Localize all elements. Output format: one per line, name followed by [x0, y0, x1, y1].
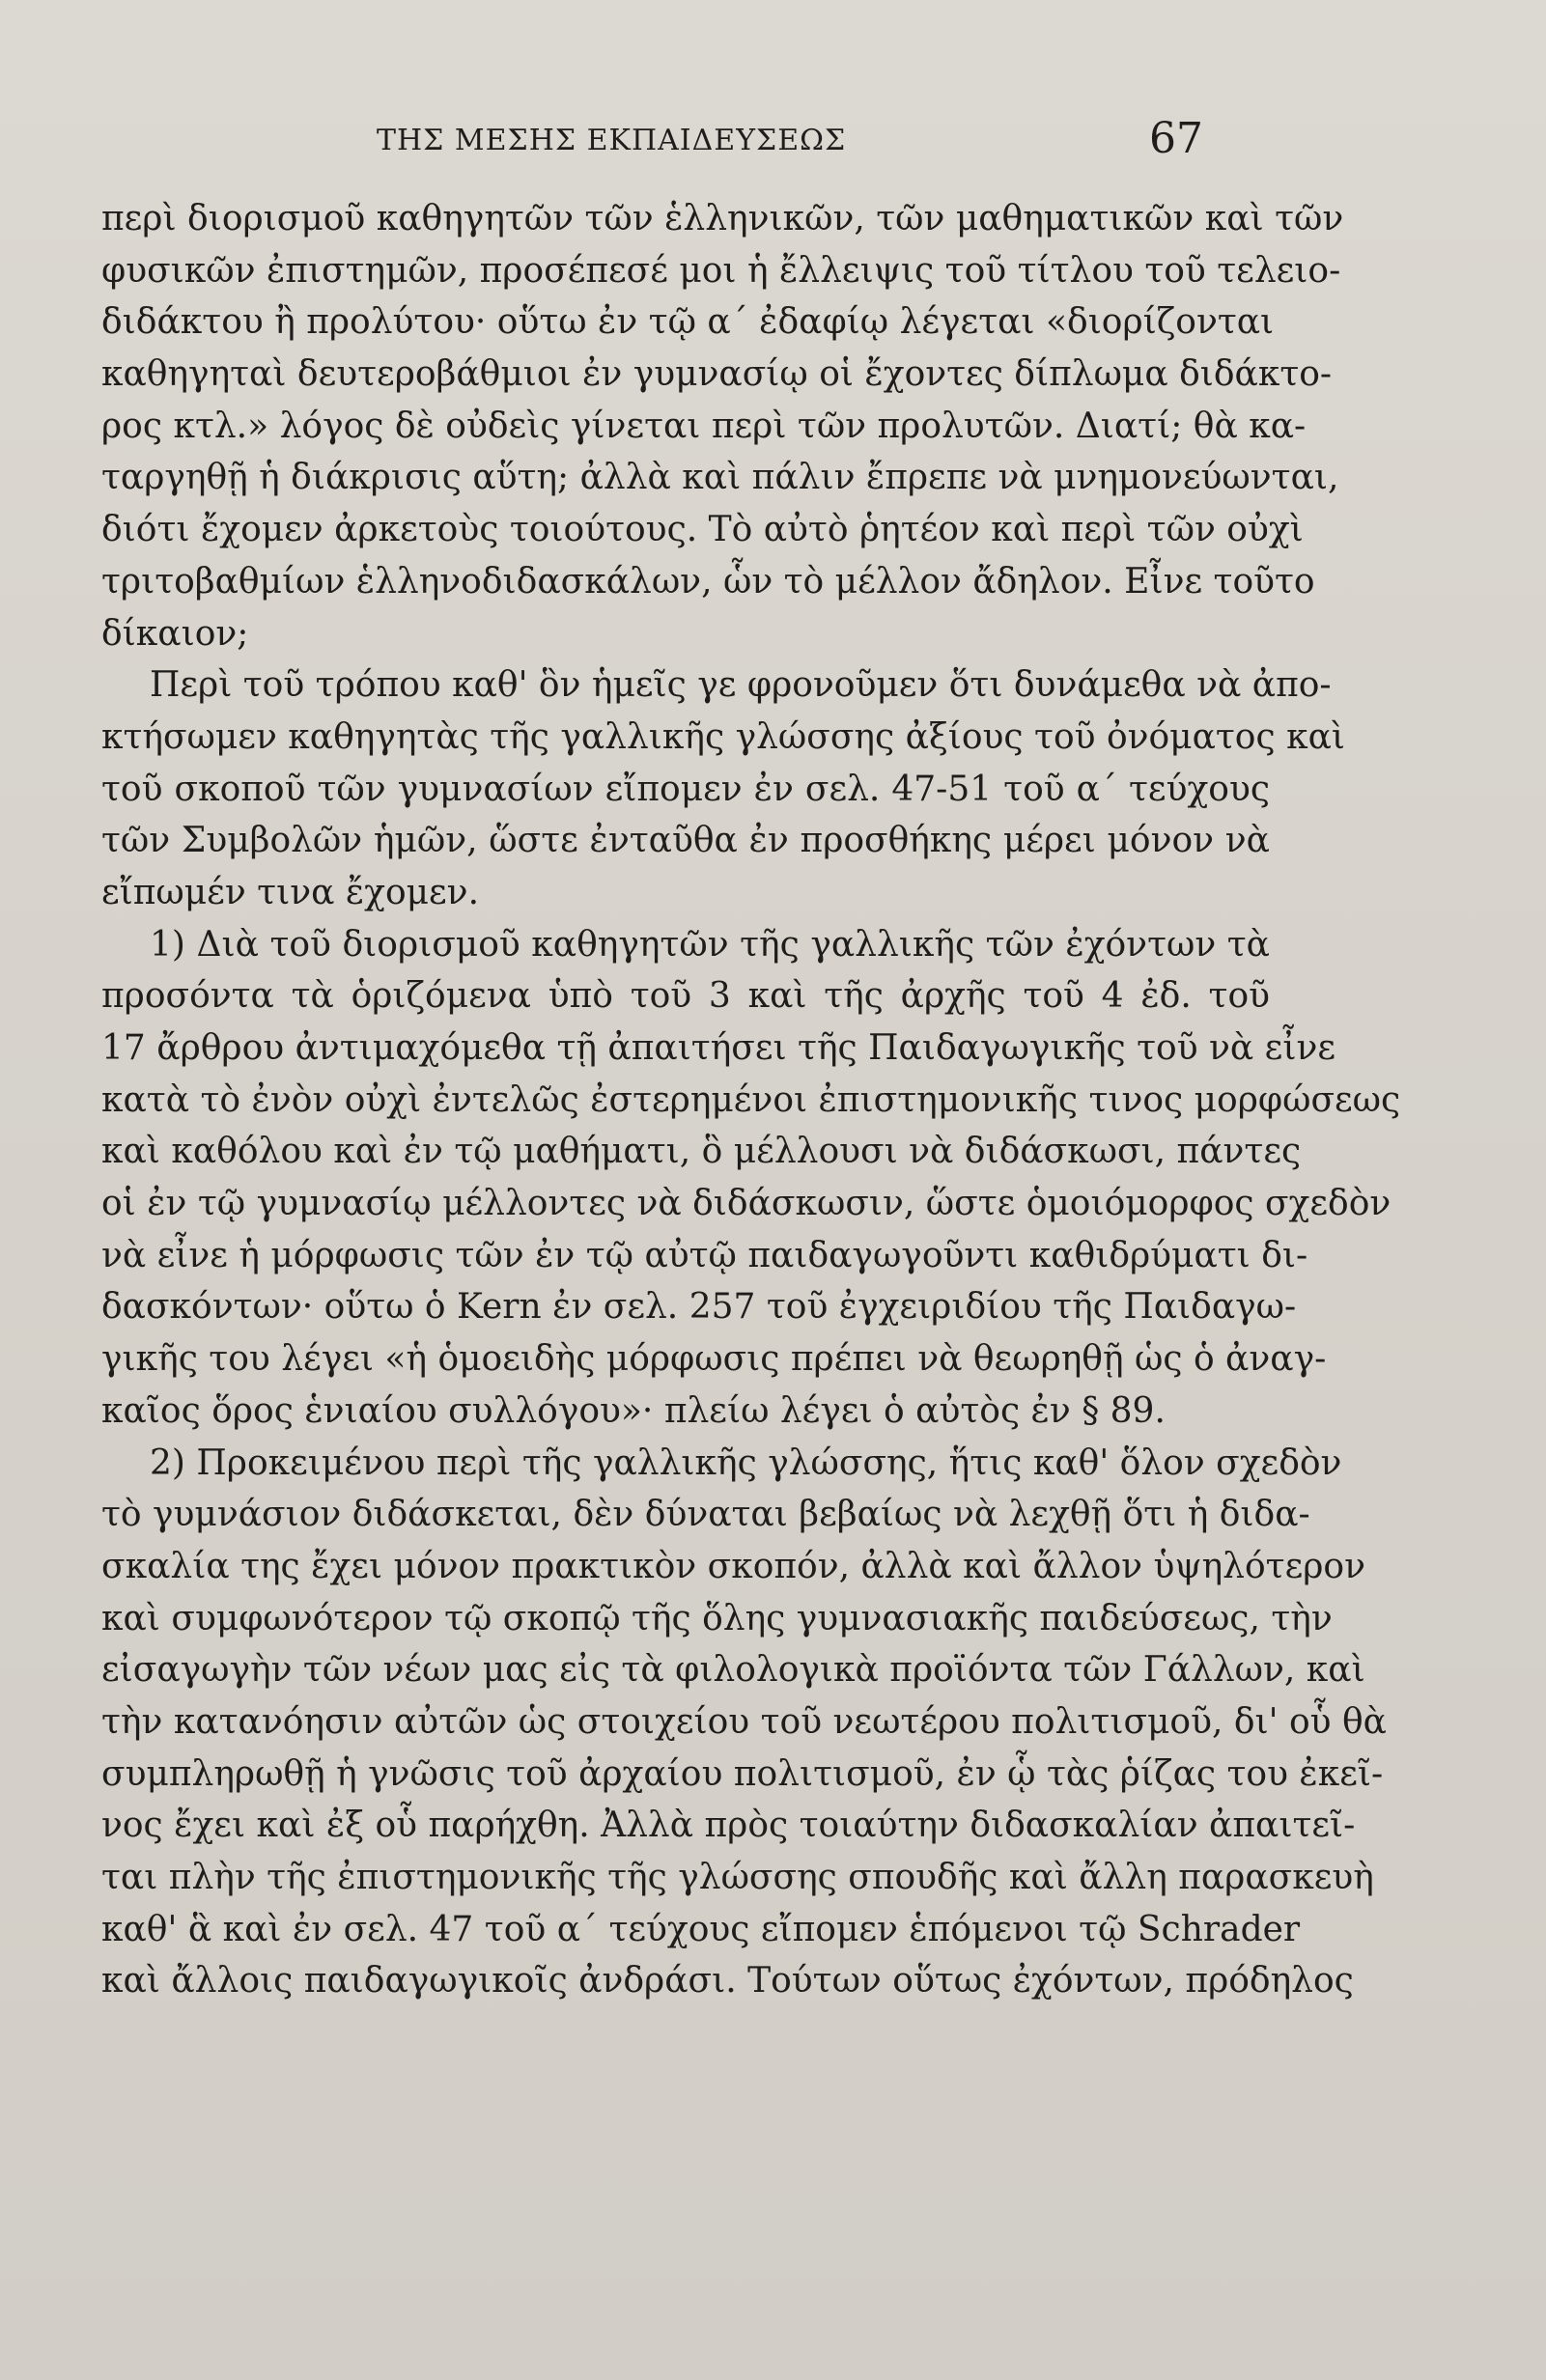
text-line: καθ' ἃ καὶ ἐν σελ. 47 τοῦ α΄ τεύχους εἴπομεν ἑπόμενοι τῷ Schrader	[101, 1909, 1301, 1949]
text-line: 2) Προκειμένου περὶ τῆς γαλλικῆς γλώσσης, ἥτις καθ' ὅλον σχεδὸν	[150, 1442, 1342, 1483]
text-line: καὶ ἄλλοις παιδαγωγικοῖς ἀνδράσι. Τούτων οὕτως ἐχόντων, πρόδηλος	[101, 1961, 1354, 2002]
text-line: συμπληρωθῇ ἡ γνῶσις τοῦ ἀρχαίου πολιτισμοῦ, ἐν ᾧ τὰς ῥίζας του ἐκεῖ-	[101, 1753, 1384, 1794]
text-line: δίκαιον;	[101, 613, 249, 654]
text-line: ται πλὴν τῆς ἐπιστημονικῆς τῆς γλώσσης σπουδῆς καὶ ἄλλη παρασκευὴ	[101, 1858, 1374, 1897]
text-line: νὰ εἶνε ἡ μόρφωσις τῶν ἐν τῷ αὐτῷ παιδαγωγοῦντι καθιδρύματι δι-	[101, 1235, 1308, 1275]
text-line: καῖος ὅρος ἑνιαίου συλλόγου»· πλείω λέγει ὁ αὐτὸς ἐν § 89.	[101, 1390, 1166, 1431]
page-number: 67	[1149, 114, 1203, 163]
running-header	[0, 114, 1546, 172]
text-line: ταργηθῇ ἡ διάκρισις αὕτη; ἀλλὰ καὶ πάλιν ἔπρεπε νὰ μνημονεύωνται,	[101, 458, 1339, 498]
text-line: τὸ γυμνάσιον διδάσκεται, δὲν δύναται βεβαίως νὰ λεχθῇ ὅτι ἡ διδα-	[101, 1495, 1310, 1535]
text-line: γικῆς του λέγει «ἡ ὁμοειδὴς μόρφωσις πρέπει νὰ θεωρηθῇ ὡς ὁ ἀναγ-	[101, 1339, 1327, 1380]
text-line: τὴν κατανόησιν αὐτῶν ὡς στοιχείου τοῦ νεωτέρου πολιτισμοῦ, δι' οὗ θὰ	[101, 1701, 1387, 1742]
text-line: Περὶ τοῦ τρόπου καθ' ὃν ἡμεῖς γε φρονοῦμεν ὅτι δυνάμεθα νὰ ἀπο-	[150, 665, 1332, 706]
body-text	[101, 193, 1401, 2007]
text-line: καθηγηταὶ δευτεροβάθμιοι ἐν γυμνασίῳ οἱ ἔχοντες δίπλωμα διδάκτο-	[101, 354, 1333, 395]
text-line: καὶ συμφωνότερον τῷ σκοπῷ τῆς ὅλης γυμνασιακῆς παιδεύσεως, τὴν	[101, 1598, 1333, 1638]
text-line: 1) Διὰ τοῦ διορισμοῦ καθηγητῶν τῆς γαλλικῆς τῶν ἐχόντων τὰ	[150, 924, 1270, 965]
text-line: δασκόντων· οὕτω ὁ Kern ἐν σελ. 257 τοῦ ἐγχειριδίου τῆς Παιδαγω-	[101, 1287, 1297, 1328]
text-line: κατὰ τὸ ἐνὸν οὐχὶ ἐντελῶς ἐστερημένοι ἐπιστημονικῆς τινος μορφώσεως	[101, 1079, 1401, 1120]
text-line: εἴπωμέν τινα ἔχομεν.	[101, 872, 480, 912]
text-line: περὶ διορισμοῦ καθηγητῶν τῶν ἑλληνικῶν, τῶν μαθηματικῶν καὶ τῶν	[101, 199, 1344, 238]
text-line: τριτοβαθμίων ἑλληνοδιδασκάλων, ὧν τὸ μέλλον ἄδηλον. Εἶνε τοῦτο	[101, 561, 1315, 602]
text-line: καὶ καθόλου καὶ ἐν τῷ μαθήματι, ὃ μέλλουσι νὰ διδάσκωσι, πάντες	[101, 1132, 1302, 1172]
text-line: τοῦ σκοποῦ τῶν γυμνασίων εἴπομεν ἐν σελ. 47-51 τοῦ α΄ τεύχους	[101, 769, 1270, 809]
text-line: νος ἔχει καὶ ἐξ οὗ παρήχθη. Ἀλλὰ πρὸς τοιαύτην διδασκαλίαν ἀπαιτεῖ-	[101, 1806, 1356, 1846]
text-line: διότι ἔχομεν ἀρκετοὺς τοιούτους. Τὸ αὐτὸ ῥητέον καὶ περὶ τῶν οὐχὶ	[101, 510, 1304, 550]
text-line: φυσικῶν ἐπιστημῶν, προσέπεσέ μοι ἡ ἔλλειψις τοῦ τίτλου τοῦ τελειο-	[101, 250, 1341, 291]
text-line: εἰσαγωγὴν τῶν νέων μας εἰς τὰ φιλολογικὰ προϊόντα τῶν Γάλλων, καὶ	[101, 1650, 1365, 1691]
text-line: τῶν Συμβολῶν ἡμῶν, ὥστε ἐνταῦθα ἐν προσθήκης μέρει μόνον νὰ	[101, 821, 1270, 861]
header-title: ΤΗΣ ΜΕΣΗΣ ΕΚΠΑΙΔΕΥΣΕΩΣ	[377, 124, 847, 157]
text-line: οἱ ἐν τῷ γυμνασίῳ μέλλοντες νὰ διδάσκωσιν, ὥστε ὁμοιόμορφος σχεδὸν	[101, 1184, 1391, 1224]
text-line: ρος κτλ.» λόγος δὲ οὐδεὶς γίνεται περὶ τῶν προλυτῶν. Διατί; θὰ κα-	[101, 406, 1307, 446]
text-line: 17 ἄρθρου ἀντιμαχόμεθα τῇ ἀπαιτήσει τῆς Παιδαγωγικῆς τοῦ νὰ εἶνε	[101, 1028, 1335, 1068]
text-line: προσόντα τὰ ὁριζόμενα ὑπὸ τοῦ 3 καὶ τῆς ἀρχῆς τοῦ 4 ἐδ. τοῦ	[101, 976, 1270, 1017]
text-line: διδάκτου ἢ προλύτου· οὕτω ἐν τῷ α΄ ἐδαφίῳ λέγεται «διορίζονται	[101, 302, 1275, 343]
text-line: κτήσωμεν καθηγητὰς τῆς γαλλικῆς γλώσσης ἀξίους τοῦ ὀνόματος καὶ	[101, 716, 1346, 757]
text-line: σκαλία της ἔχει μόνον πρακτικὸν σκοπόν, ἀλλὰ καὶ ἄλλον ὑψηλότερον	[101, 1546, 1365, 1586]
